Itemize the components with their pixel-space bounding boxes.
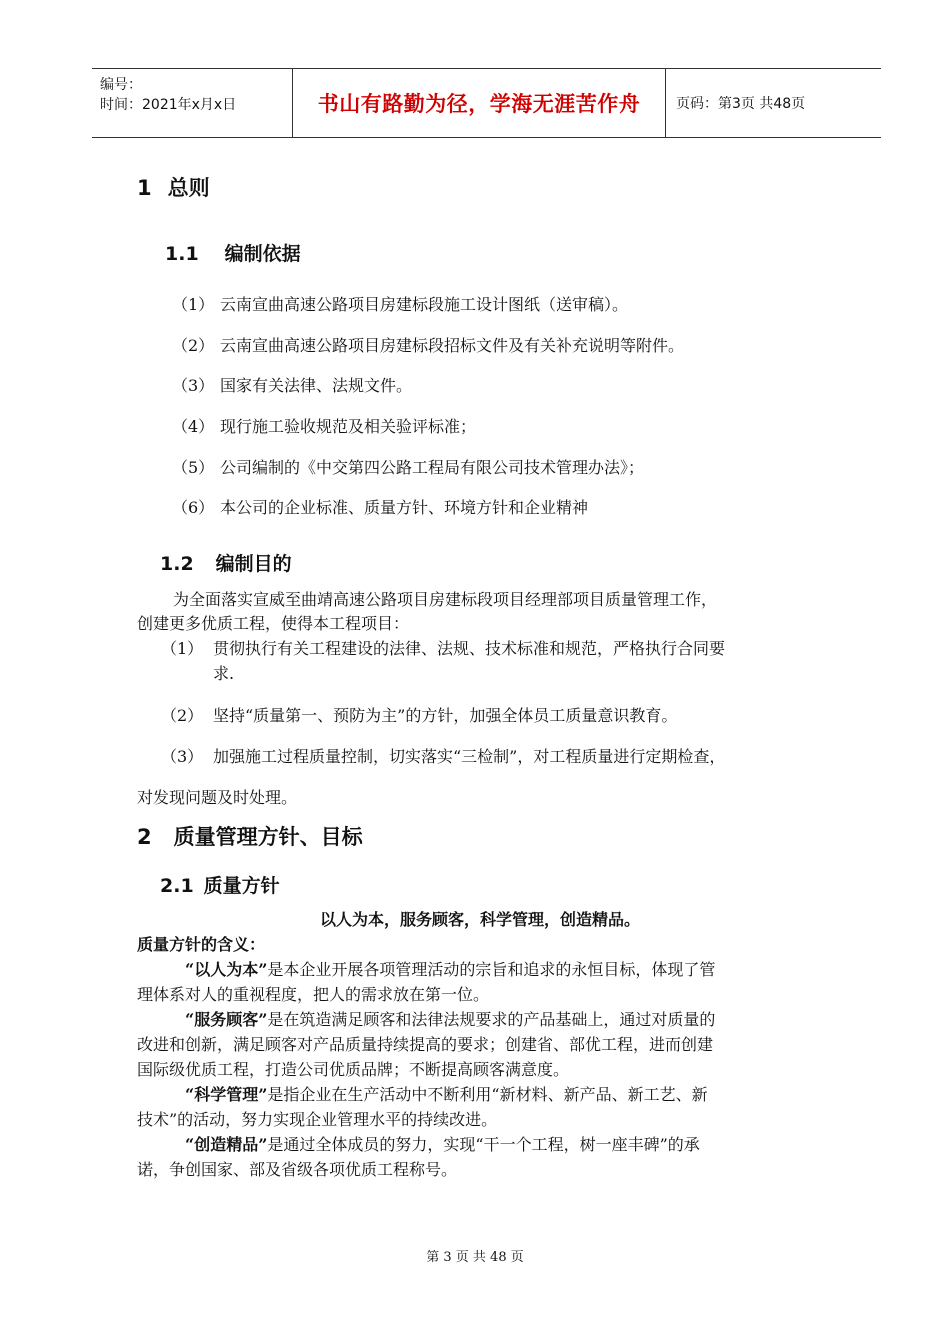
section-2-heading: 2 质量管理方针、目标 [137,825,363,849]
meaning-para-3-line-2: 技术”的活动，努力实现企业管理水平的持续改进。 [137,1110,498,1129]
purpose-intro-line-1: 为全面落实宣威至曲靖高速公路项目房建标段项目经理部项目质量管理工作， [173,590,718,609]
header-motto: 书山有路勤为径，学海无涯苦作舟 [293,69,666,137]
quality-policy-statement: 以人为本，服务顾客，科学管理，创造精品。 [319,910,640,929]
purpose-intro-line-2: 创建更多优质工程，使得本工程项目： [137,614,410,633]
basis-item-2: （2） 云南宣曲高速公路项目房建标段招标文件及有关补充说明等附件。 [172,336,685,355]
purpose-item-1: （1） 贯彻执行有关工程建设的法律、法规、技术标准和规范，严格执行合同要 [161,639,726,658]
basis-item-3: （3） 国家有关法律、法规文件。 [172,376,413,395]
purpose-item-3: （3） 加强施工过程质量控制，切实落实“三检制”，对工程质量进行定期检查， [161,747,726,766]
section-1-1-heading: 1.1 编制依据 [165,243,301,265]
meaning-para-2: “服务顾客”是在筑造满足顾客和法律法规要求的产品基础上，通过对质量的 [185,1010,716,1029]
header-page: 页码：第3页 共48页 [676,96,806,112]
header-time: 时间：2021年x月x日 [100,97,237,113]
meaning-para-1: “以人为本”是本企业开展各项管理活动的宗旨和追求的永恒目标，体现了管 [185,960,716,979]
purpose-item-2: （2） 坚持“质量第一、预防为主”的方针，加强全体员工质量意识教育。 [161,706,678,725]
section-1-2-heading: 1.2 编制目的 [160,553,292,575]
header-meta [92,69,293,137]
meaning-para-3: “科学管理”是指企业在生产活动中不断利用“新材料、新产品、新工艺、新 [185,1085,708,1104]
basis-item-6: （6） 本公司的企业标准、质量方针、环境方针和企业精神 [172,498,589,517]
document-header [92,68,881,138]
header-number: 编号： [100,77,142,93]
purpose-item-1-cont: 求. [213,664,235,683]
meaning-para-4: “创造精品”是通过全体成员的努力，实现“干一个工程，树一座丰碑”的承 [185,1135,700,1154]
purpose-item-3-cont: 对发现问题及时处理。 [137,788,298,807]
policy-meaning-label: 质量方针的含义： [137,935,266,954]
meaning-para-1-line-2: 理体系对人的重视程度，把人的需求放在第一位。 [137,985,490,1004]
basis-item-1: （1） 云南宣曲高速公路项目房建标段施工设计图纸（送审稿）。 [172,295,629,314]
basis-item-5: （5） 公司编制的《中交第四公路工程局有限公司技术管理办法》； [172,458,645,477]
section-2-1-heading: 2.1 质量方针 [160,875,280,897]
meaning-para-2-line-3: 国际级优质工程，打造公司优质品牌；不断提高顾客满意度。 [137,1060,570,1079]
meaning-para-4-line-2: 诺，争创国家、部及省级各项优质工程称号。 [137,1160,458,1179]
section-1-heading: 1 总则 [137,176,210,200]
basis-item-4: （4） 现行施工验收规范及相关验评标准； [172,417,477,436]
meaning-para-2-line-2: 改进和创新，满足顾客对产品质量持续提高的要求；创建省、部优工程，进而创建 [137,1035,714,1054]
page-footer: 第 3 页 共 48 页 [426,1250,524,1265]
